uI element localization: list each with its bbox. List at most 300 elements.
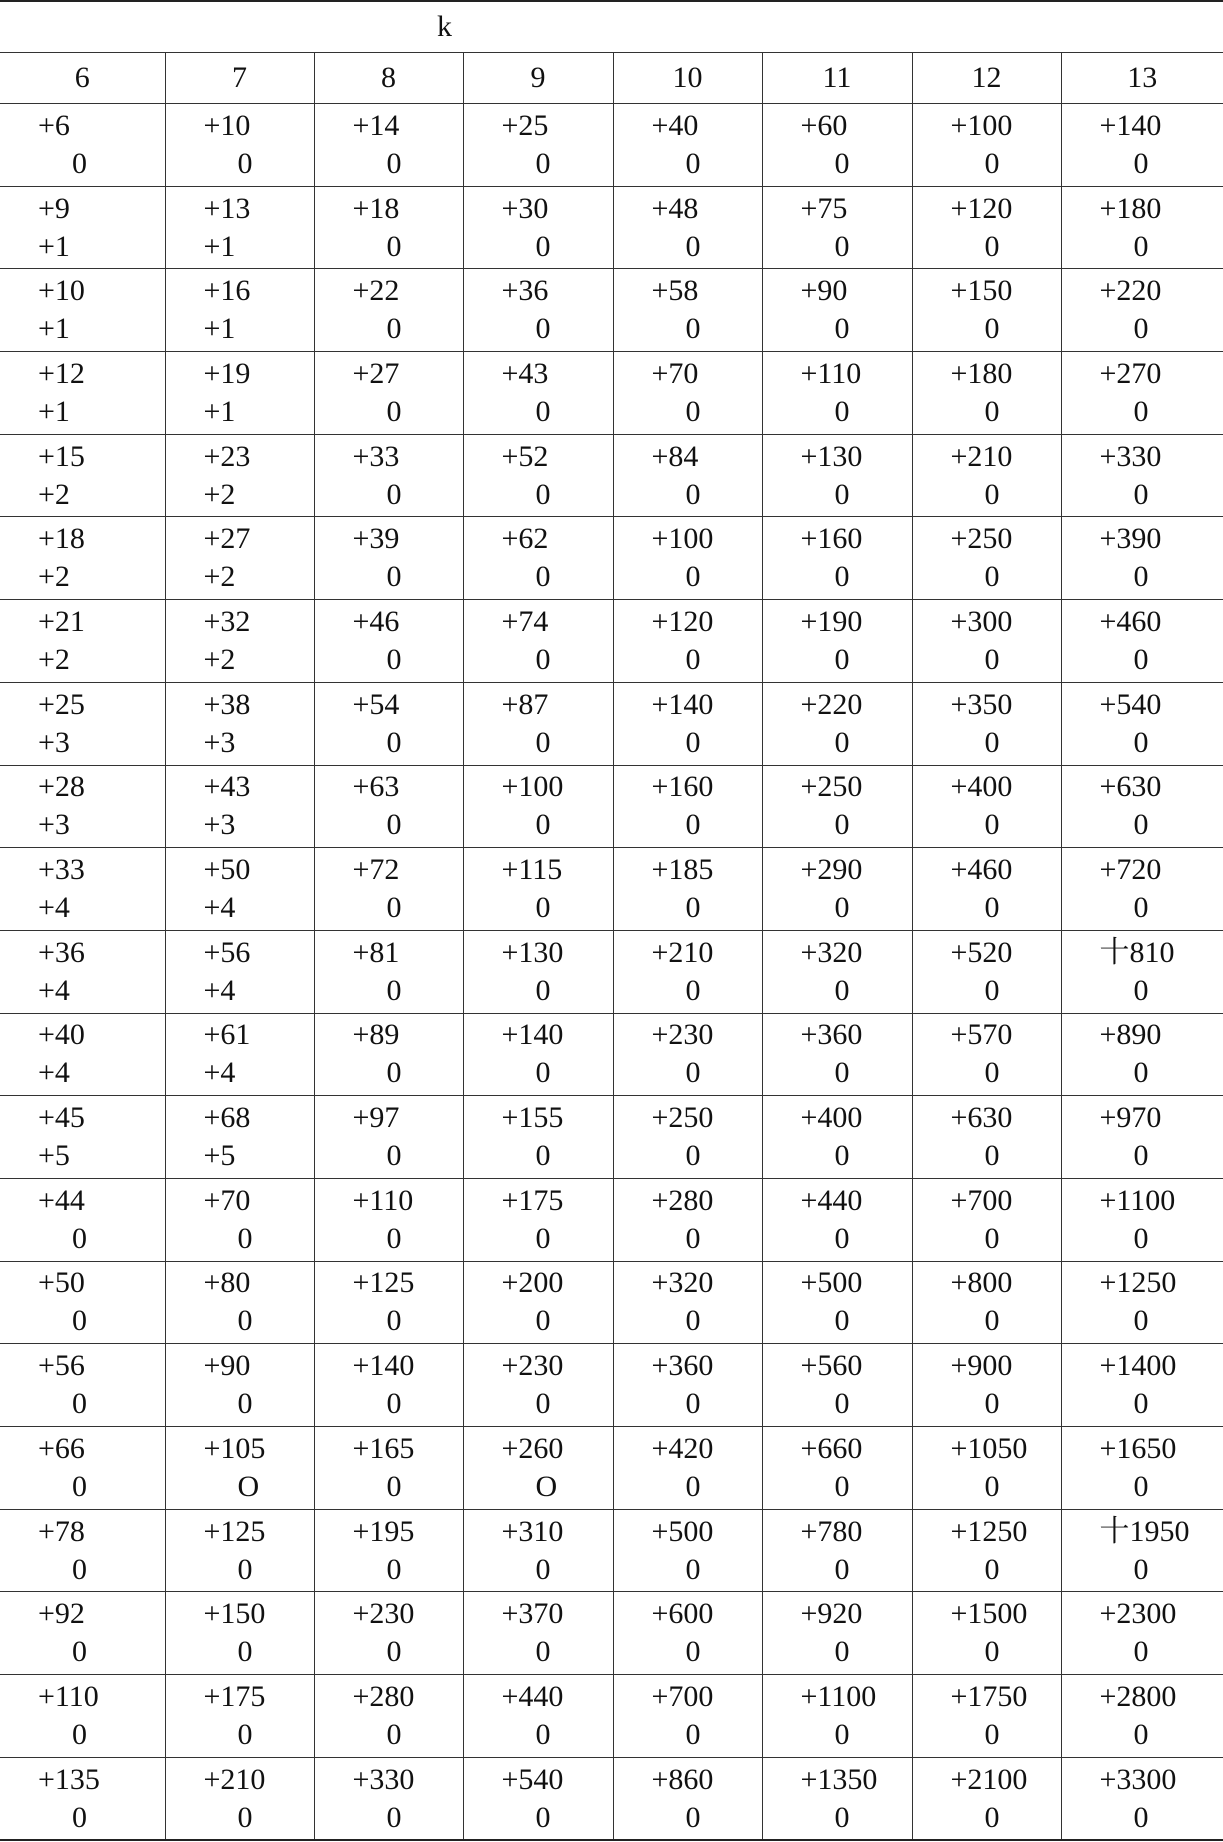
table-cell [314, 1096, 463, 1179]
table-cell [0, 104, 165, 187]
column-header: 7 [165, 53, 314, 104]
table-cell [165, 1675, 314, 1758]
table-cell [314, 765, 463, 848]
upper-deviation: +130 [501, 935, 564, 969]
upper-deviation: 十1950 [1099, 1514, 1190, 1548]
lower-deviation: 0 [386, 1800, 402, 1834]
upper-deviation: +14 [352, 108, 400, 142]
upper-deviation: +30 [501, 191, 549, 225]
upper-deviation: +74 [501, 604, 549, 638]
lower-deviation: 0 [834, 642, 850, 676]
lower-deviation: 0 [386, 1635, 402, 1669]
table-cell [314, 352, 463, 435]
lower-deviation: 0 [237, 1387, 253, 1421]
table-row [0, 104, 1223, 187]
lower-deviation: 0 [1133, 642, 1149, 676]
table-cell [0, 1096, 165, 1179]
upper-deviation: +700 [651, 1679, 714, 1713]
table-row [0, 1261, 1223, 1344]
lower-deviation: 0 [72, 1469, 87, 1503]
table-cell [463, 1344, 613, 1427]
upper-deviation: +125 [352, 1266, 415, 1300]
lower-deviation: 0 [535, 642, 551, 676]
lower-deviation: 0 [386, 808, 402, 842]
table-cell [1061, 517, 1223, 600]
lower-deviation: 0 [984, 1552, 1000, 1586]
lower-deviation: +3 [38, 725, 70, 759]
table-cell [0, 1344, 165, 1427]
upper-deviation: +100 [501, 770, 564, 804]
upper-deviation: +800 [950, 1266, 1013, 1300]
upper-deviation: +360 [800, 1018, 863, 1052]
table-cell [165, 930, 314, 1013]
upper-deviation: +600 [651, 1597, 714, 1631]
table-row [0, 1344, 1223, 1427]
table-cell [762, 848, 912, 931]
lower-deviation: +3 [203, 725, 236, 759]
table-cell [912, 600, 1061, 683]
table-cell [463, 682, 613, 765]
table-cell [165, 269, 314, 352]
table-cell [0, 186, 165, 269]
upper-deviation: +125 [203, 1514, 266, 1548]
lower-deviation: 0 [535, 1635, 551, 1669]
table-cell [762, 1427, 912, 1510]
lower-deviation: 0 [1133, 1387, 1149, 1421]
table-cell [912, 104, 1061, 187]
lower-deviation: 0 [685, 642, 701, 676]
table-cell [762, 1509, 912, 1592]
table-cell [1061, 1344, 1223, 1427]
table-row [0, 1675, 1223, 1758]
lower-deviation: 0 [1133, 312, 1149, 346]
table-cell [1061, 1592, 1223, 1675]
table-cell [762, 434, 912, 517]
upper-deviation: +200 [501, 1266, 564, 1300]
upper-deviation: +250 [800, 770, 863, 804]
upper-deviation: +63 [352, 770, 400, 804]
table-cell [314, 186, 463, 269]
upper-deviation: +50 [38, 1266, 85, 1300]
table-cell [165, 600, 314, 683]
lower-deviation: +1 [38, 394, 70, 428]
table-cell [165, 682, 314, 765]
upper-deviation: +400 [800, 1101, 863, 1135]
upper-deviation: +195 [352, 1514, 415, 1548]
table-cell [912, 1675, 1061, 1758]
table-cell [165, 104, 314, 187]
upper-deviation: +320 [800, 935, 863, 969]
table-cell [165, 517, 314, 600]
table-cell [912, 517, 1061, 600]
lower-deviation: 0 [535, 146, 551, 180]
lower-deviation: 0 [834, 1469, 850, 1503]
lower-deviation: 0 [535, 1717, 551, 1751]
lower-deviation: 0 [984, 1717, 1000, 1751]
upper-deviation: +56 [38, 1349, 85, 1383]
lower-deviation: 0 [237, 1800, 253, 1834]
lower-deviation: +1 [38, 229, 70, 263]
upper-deviation: +250 [651, 1101, 714, 1135]
lower-deviation: 0 [386, 229, 402, 263]
lower-deviation: 0 [685, 1717, 701, 1751]
lower-deviation: 0 [535, 1056, 551, 1090]
lower-deviation: 0 [834, 891, 850, 925]
upper-deviation: +44 [38, 1183, 85, 1217]
lower-deviation: 0 [386, 1387, 402, 1421]
table-cell [613, 1261, 762, 1344]
upper-deviation: +155 [501, 1101, 564, 1135]
upper-deviation: 十810 [1099, 935, 1175, 969]
upper-deviation: +1250 [950, 1514, 1028, 1548]
upper-deviation: +220 [800, 687, 863, 721]
lower-deviation: 0 [1133, 1552, 1149, 1586]
lower-deviation: +1 [203, 229, 236, 263]
upper-deviation: +110 [800, 356, 862, 390]
table-cell [1061, 682, 1223, 765]
upper-deviation: +120 [950, 191, 1013, 225]
table-cell [314, 848, 463, 931]
upper-deviation: +360 [651, 1349, 714, 1383]
table-cell [0, 1261, 165, 1344]
upper-deviation: +140 [352, 1349, 415, 1383]
table-row [0, 1757, 1223, 1840]
lower-deviation: 0 [984, 312, 1000, 346]
table-cell [1061, 765, 1223, 848]
upper-deviation: +120 [651, 604, 714, 638]
lower-deviation: 0 [72, 1552, 87, 1586]
lower-deviation: +2 [203, 477, 236, 511]
table-cell [613, 269, 762, 352]
upper-deviation: +23 [203, 439, 251, 473]
table-cell [762, 1096, 912, 1179]
upper-deviation: +1350 [800, 1762, 878, 1796]
lower-deviation: 0 [834, 1635, 850, 1669]
lower-deviation: 0 [535, 808, 551, 842]
upper-deviation: +68 [203, 1101, 251, 1135]
lower-deviation: 0 [834, 394, 850, 428]
upper-deviation: +230 [352, 1597, 415, 1631]
table-cell [1061, 1509, 1223, 1592]
lower-deviation: 0 [386, 1056, 402, 1090]
table-row [0, 848, 1223, 931]
table-title: k [437, 10, 452, 43]
lower-deviation: 0 [237, 146, 253, 180]
table-cell [314, 517, 463, 600]
lower-deviation: 0 [1133, 1221, 1149, 1255]
lower-deviation: 0 [237, 1221, 253, 1255]
upper-deviation: +460 [1099, 604, 1162, 638]
table-cell [165, 186, 314, 269]
upper-deviation: +220 [1099, 274, 1162, 308]
table-cell [165, 765, 314, 848]
table-cell [762, 186, 912, 269]
table-cell [613, 1013, 762, 1096]
table-cell [463, 765, 613, 848]
lower-deviation: 0 [386, 1304, 402, 1338]
lower-deviation: 0 [535, 1387, 551, 1421]
upper-deviation: +21 [38, 604, 85, 638]
upper-deviation: +230 [651, 1018, 714, 1052]
lower-deviation: 0 [834, 1056, 850, 1090]
upper-deviation: +45 [38, 1101, 85, 1135]
lower-deviation: 0 [834, 1387, 850, 1421]
upper-deviation: +210 [203, 1762, 266, 1796]
table-cell [1061, 1757, 1223, 1840]
table-row [0, 517, 1223, 600]
upper-deviation: +46 [352, 604, 400, 638]
table-cell [165, 1592, 314, 1675]
lower-deviation: 0 [984, 560, 1000, 594]
table-cell [463, 1757, 613, 1840]
upper-deviation: +540 [501, 1762, 564, 1796]
lower-deviation: +5 [203, 1139, 236, 1173]
table-cell [463, 1427, 613, 1510]
table-cell [314, 1427, 463, 1510]
lower-deviation: 0 [984, 973, 1000, 1007]
table-cell [0, 352, 165, 435]
upper-deviation: +36 [501, 274, 549, 308]
upper-deviation: +15 [38, 439, 85, 473]
lower-deviation: 0 [685, 312, 701, 346]
upper-deviation: +420 [651, 1431, 714, 1465]
table-cell [613, 1178, 762, 1261]
lower-deviation: 0 [237, 1304, 253, 1338]
lower-deviation: 0 [72, 146, 87, 180]
table-title-row [0, 1, 1223, 53]
upper-deviation: +18 [352, 191, 400, 225]
table-cell [762, 1675, 912, 1758]
upper-deviation: +61 [203, 1018, 251, 1052]
table-cell [463, 186, 613, 269]
table-cell [1061, 600, 1223, 683]
lower-deviation: 0 [984, 394, 1000, 428]
lower-deviation: 0 [685, 973, 701, 1007]
lower-deviation: +4 [203, 1056, 236, 1090]
upper-deviation: +80 [203, 1266, 251, 1300]
table-cell [463, 517, 613, 600]
upper-deviation: +970 [1099, 1101, 1162, 1135]
table-cell [314, 434, 463, 517]
upper-deviation: +100 [651, 522, 714, 556]
table-cell [613, 1509, 762, 1592]
lower-deviation: 0 [386, 1552, 402, 1586]
lower-deviation: 0 [1133, 1056, 1149, 1090]
upper-deviation: +400 [950, 770, 1013, 804]
lower-deviation: 0 [984, 1387, 1000, 1421]
lower-deviation: +2 [38, 642, 70, 676]
table-cell [762, 1757, 912, 1840]
table-cell [463, 352, 613, 435]
table-cell [0, 1592, 165, 1675]
lower-deviation: 0 [984, 891, 1000, 925]
table-cell [912, 352, 1061, 435]
lower-deviation: 0 [834, 1552, 850, 1586]
upper-deviation: +25 [501, 108, 549, 142]
lower-deviation: 0 [1133, 560, 1149, 594]
lower-deviation: +2 [38, 560, 70, 594]
upper-deviation: +210 [950, 439, 1013, 473]
lower-deviation: 0 [535, 560, 551, 594]
table-cell [463, 600, 613, 683]
table-cell [1061, 434, 1223, 517]
upper-deviation: +90 [800, 274, 848, 308]
lower-deviation: 0 [834, 229, 850, 263]
lower-deviation: 0 [72, 1800, 87, 1834]
table-cell [463, 269, 613, 352]
lower-deviation: 0 [685, 1800, 701, 1834]
table-cell [912, 1427, 1061, 1510]
upper-deviation: +560 [800, 1349, 863, 1383]
table-cell [912, 1757, 1061, 1840]
upper-deviation: +1100 [1099, 1183, 1176, 1217]
table-cell [762, 1592, 912, 1675]
table-row [0, 186, 1223, 269]
table-title-cell [0, 1, 1223, 53]
column-header: 6 [0, 53, 165, 104]
upper-deviation: +70 [203, 1183, 251, 1217]
upper-deviation: +72 [352, 853, 400, 887]
table-cell [762, 682, 912, 765]
lower-deviation: 0 [834, 477, 850, 511]
table-cell [912, 930, 1061, 1013]
upper-deviation: +180 [1099, 191, 1162, 225]
lower-deviation: 0 [685, 146, 701, 180]
upper-deviation: +10 [38, 274, 85, 308]
upper-deviation: +900 [950, 1349, 1013, 1383]
upper-deviation: +720 [1099, 853, 1162, 887]
upper-deviation: +890 [1099, 1018, 1162, 1052]
table-cell [1061, 1261, 1223, 1344]
table-row [0, 600, 1223, 683]
table-cell [613, 1675, 762, 1758]
upper-deviation: +660 [800, 1431, 863, 1465]
table-cell [1061, 1096, 1223, 1179]
lower-deviation: 0 [685, 560, 701, 594]
lower-deviation: 0 [984, 642, 1000, 676]
upper-deviation: +1250 [1099, 1266, 1177, 1300]
lower-deviation: 0 [685, 1304, 701, 1338]
lower-deviation: O [237, 1469, 260, 1503]
upper-deviation: +520 [950, 935, 1013, 969]
table-cell [762, 517, 912, 600]
upper-deviation: +330 [1099, 439, 1162, 473]
table-cell [165, 1178, 314, 1261]
lower-deviation: 0 [1133, 1800, 1149, 1834]
table-cell [613, 1757, 762, 1840]
table-cell [762, 1261, 912, 1344]
upper-deviation: +105 [203, 1431, 266, 1465]
upper-deviation: +38 [203, 687, 251, 721]
lower-deviation: 0 [685, 808, 701, 842]
lower-deviation: 0 [386, 891, 402, 925]
table-cell [912, 1509, 1061, 1592]
upper-deviation: +150 [203, 1597, 266, 1631]
lower-deviation: 0 [984, 1056, 1000, 1090]
table-cell [463, 930, 613, 1013]
lower-deviation: 0 [386, 973, 402, 1007]
lower-deviation: 0 [72, 1635, 87, 1669]
upper-deviation: +33 [38, 853, 85, 887]
upper-deviation: +3300 [1099, 1762, 1177, 1796]
upper-deviation: +27 [203, 522, 251, 556]
table-cell [613, 186, 762, 269]
lower-deviation: 0 [834, 973, 850, 1007]
upper-deviation: +460 [950, 853, 1013, 887]
lower-deviation: 0 [685, 394, 701, 428]
upper-deviation: +27 [352, 356, 400, 390]
lower-deviation: 0 [72, 1387, 87, 1421]
table-cell [463, 1096, 613, 1179]
table-cell [0, 765, 165, 848]
lower-deviation: O [535, 1469, 558, 1503]
lower-deviation: 0 [984, 1469, 1000, 1503]
upper-deviation: +40 [38, 1018, 85, 1052]
table-cell [613, 682, 762, 765]
lower-deviation: 0 [685, 891, 701, 925]
upper-deviation: +1650 [1099, 1431, 1177, 1465]
lower-deviation: 0 [685, 1139, 701, 1173]
upper-deviation: +52 [501, 439, 549, 473]
upper-deviation: +110 [352, 1183, 414, 1217]
upper-deviation: +630 [950, 1101, 1013, 1135]
lower-deviation: 0 [984, 146, 1000, 180]
table-cell [1061, 186, 1223, 269]
table-cell [165, 1096, 314, 1179]
table-cell [165, 434, 314, 517]
table-cell [0, 1509, 165, 1592]
lower-deviation: 0 [1133, 146, 1149, 180]
table-cell [463, 104, 613, 187]
table-cell [912, 1178, 1061, 1261]
table-cell [314, 269, 463, 352]
table-cell [613, 517, 762, 600]
upper-deviation: +89 [352, 1018, 400, 1052]
lower-deviation: 0 [386, 1717, 402, 1751]
lower-deviation: 0 [1133, 1469, 1149, 1503]
upper-deviation: +860 [651, 1762, 714, 1796]
upper-deviation: +13 [203, 191, 251, 225]
table-cell [613, 104, 762, 187]
lower-deviation: 0 [685, 477, 701, 511]
lower-deviation: 0 [72, 1304, 87, 1338]
upper-deviation: +78 [38, 1514, 85, 1548]
upper-deviation: +39 [352, 522, 400, 556]
upper-deviation: +165 [352, 1431, 415, 1465]
upper-deviation: +140 [501, 1018, 564, 1052]
lower-deviation: 0 [535, 891, 551, 925]
lower-deviation: 0 [685, 1552, 701, 1586]
table-cell [1061, 1427, 1223, 1510]
lower-deviation: +5 [38, 1139, 70, 1173]
lower-deviation: +1 [203, 312, 236, 346]
upper-deviation: +43 [501, 356, 549, 390]
lower-deviation: 0 [984, 1139, 1000, 1173]
upper-deviation: +81 [352, 935, 400, 969]
table-cell [314, 1178, 463, 1261]
upper-deviation: +230 [501, 1349, 564, 1383]
upper-deviation: +12 [38, 356, 85, 390]
lower-deviation: 0 [535, 725, 551, 759]
lower-deviation: 0 [834, 1800, 850, 1834]
table-cell [912, 682, 1061, 765]
lower-deviation: 0 [386, 394, 402, 428]
table-row [0, 1096, 1223, 1179]
lower-deviation: +2 [203, 642, 236, 676]
column-header: 9 [463, 53, 613, 104]
lower-deviation: 0 [834, 146, 850, 180]
upper-deviation: +90 [203, 1349, 251, 1383]
